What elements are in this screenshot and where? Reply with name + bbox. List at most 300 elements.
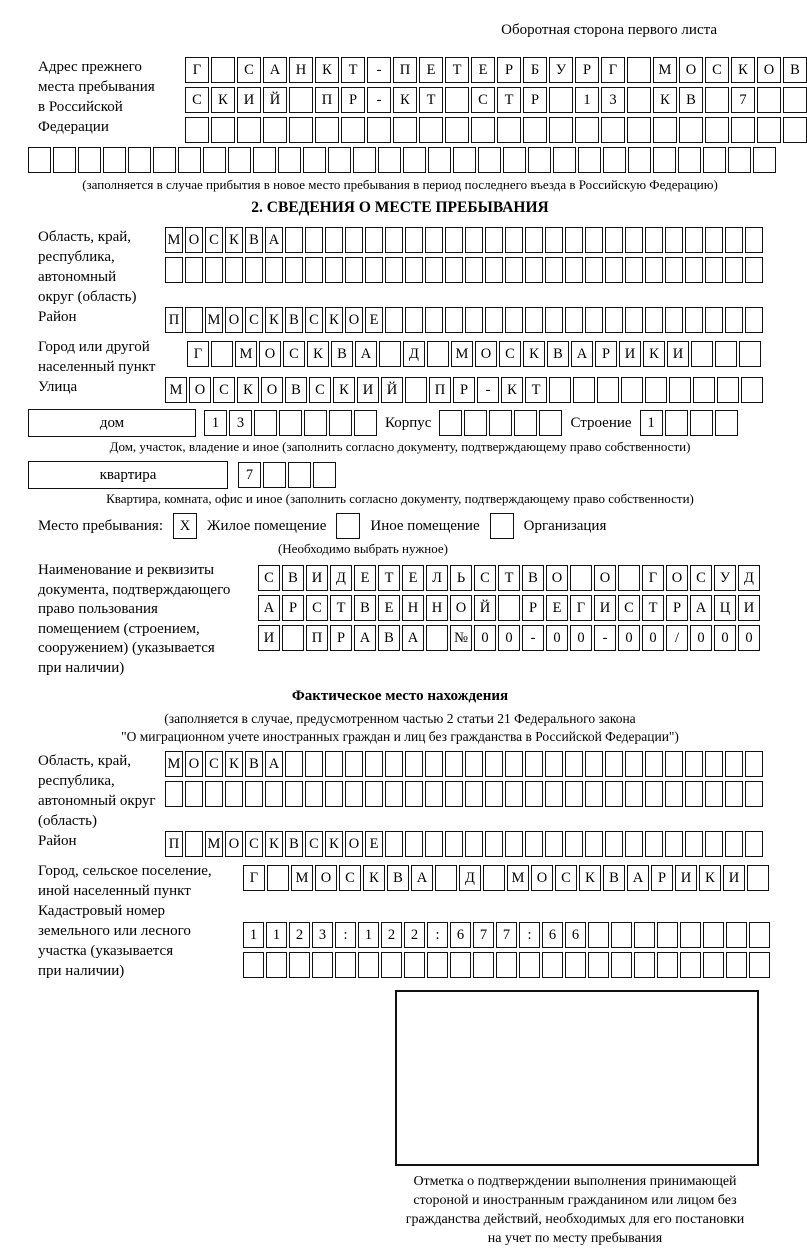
char-box[interactable]	[585, 751, 603, 777]
char-box[interactable]: С	[305, 307, 323, 333]
char-box[interactable]	[741, 377, 763, 403]
char-box[interactable]	[285, 227, 303, 253]
char-box[interactable]	[228, 147, 251, 173]
char-box[interactable]	[439, 410, 462, 436]
char-box[interactable]: Ц	[714, 595, 736, 621]
char-box[interactable]	[427, 952, 448, 978]
char-box[interactable]: С	[555, 865, 577, 891]
char-box[interactable]: И	[667, 341, 689, 367]
char-box[interactable]: А	[411, 865, 433, 891]
char-box[interactable]: Г	[601, 57, 625, 83]
char-box[interactable]: В	[285, 831, 303, 857]
char-box[interactable]	[685, 227, 703, 253]
char-box[interactable]: Т	[445, 57, 469, 83]
char-box[interactable]: Е	[471, 57, 495, 83]
char-box[interactable]: К	[315, 57, 339, 83]
char-box[interactable]: С	[499, 341, 521, 367]
char-box[interactable]	[471, 117, 495, 143]
char-box[interactable]	[379, 341, 401, 367]
char-box[interactable]	[381, 952, 402, 978]
char-box[interactable]: П	[165, 831, 183, 857]
char-box[interactable]: Т	[497, 87, 521, 113]
char-box[interactable]	[585, 227, 603, 253]
char-box[interactable]: К	[699, 865, 721, 891]
char-box[interactable]	[385, 751, 403, 777]
char-box[interactable]	[528, 147, 551, 173]
document-row-2[interactable]	[258, 595, 760, 621]
char-box[interactable]: Р	[575, 57, 599, 83]
char-box[interactable]	[757, 87, 781, 113]
char-box[interactable]	[678, 147, 701, 173]
char-box[interactable]: М	[653, 57, 677, 83]
char-box[interactable]	[464, 410, 487, 436]
char-box[interactable]: С	[339, 865, 361, 891]
char-box[interactable]	[367, 117, 391, 143]
char-box[interactable]	[265, 257, 283, 283]
char-box[interactable]	[285, 751, 303, 777]
char-box[interactable]	[783, 117, 807, 143]
char-box[interactable]	[627, 117, 651, 143]
char-box[interactable]	[485, 227, 503, 253]
char-box[interactable]	[445, 831, 463, 857]
char-box[interactable]: Е	[365, 831, 383, 857]
char-box[interactable]	[325, 227, 343, 253]
char-box[interactable]: К	[325, 307, 343, 333]
char-box[interactable]: В	[354, 595, 376, 621]
char-box[interactable]	[473, 952, 494, 978]
char-box[interactable]: -	[367, 87, 391, 113]
char-box[interactable]	[705, 227, 723, 253]
char-box[interactable]	[565, 751, 583, 777]
region-row-1[interactable]	[165, 227, 763, 253]
char-box[interactable]: 1	[243, 922, 264, 948]
house-number-row[interactable]	[204, 410, 377, 436]
char-box[interactable]: Т	[341, 57, 365, 83]
char-box[interactable]	[128, 147, 151, 173]
char-box[interactable]: А	[354, 625, 376, 651]
char-box[interactable]	[385, 307, 403, 333]
char-box[interactable]	[325, 781, 343, 807]
char-box[interactable]: В	[285, 377, 307, 403]
char-box[interactable]	[245, 781, 263, 807]
char-box[interactable]: С	[205, 227, 223, 253]
char-box[interactable]	[679, 117, 703, 143]
char-box[interactable]: Д	[403, 341, 425, 367]
char-box[interactable]: 0	[642, 625, 664, 651]
char-box[interactable]	[354, 410, 377, 436]
korpus-row[interactable]	[439, 410, 562, 436]
char-box[interactable]: Р	[666, 595, 688, 621]
char-box[interactable]	[289, 117, 313, 143]
char-box[interactable]	[425, 831, 443, 857]
char-box[interactable]	[618, 565, 640, 591]
char-box[interactable]: В	[378, 625, 400, 651]
char-box[interactable]	[385, 831, 403, 857]
char-box[interactable]	[404, 952, 425, 978]
char-box[interactable]: В	[679, 87, 703, 113]
char-box[interactable]	[211, 57, 235, 83]
char-box[interactable]	[731, 117, 755, 143]
char-box[interactable]	[625, 781, 643, 807]
char-box[interactable]	[525, 257, 543, 283]
char-box[interactable]: 6	[565, 922, 586, 948]
char-box[interactable]	[405, 377, 427, 403]
char-box[interactable]: О	[185, 227, 203, 253]
char-box[interactable]: В	[547, 341, 569, 367]
char-box[interactable]: С	[471, 87, 495, 113]
char-box[interactable]	[245, 257, 263, 283]
char-box[interactable]: О	[189, 377, 211, 403]
char-box[interactable]: И	[594, 595, 616, 621]
char-box[interactable]	[285, 781, 303, 807]
char-box[interactable]: К	[579, 865, 601, 891]
char-box[interactable]	[539, 410, 562, 436]
char-box[interactable]	[78, 147, 101, 173]
char-box[interactable]	[445, 227, 463, 253]
char-box[interactable]: О	[185, 751, 203, 777]
char-box[interactable]	[313, 462, 336, 488]
char-box[interactable]: П	[393, 57, 417, 83]
char-box[interactable]	[725, 257, 743, 283]
char-box[interactable]: Й	[474, 595, 496, 621]
char-box[interactable]	[588, 952, 609, 978]
char-box[interactable]: В	[387, 865, 409, 891]
char-box[interactable]: О	[679, 57, 703, 83]
char-box[interactable]: 3	[312, 922, 333, 948]
char-box[interactable]	[575, 117, 599, 143]
char-box[interactable]	[553, 147, 576, 173]
stroenie-row[interactable]	[640, 410, 738, 436]
char-box[interactable]	[254, 410, 277, 436]
char-box[interactable]: П	[315, 87, 339, 113]
actual-city-row[interactable]	[243, 865, 769, 891]
char-box[interactable]	[585, 781, 603, 807]
char-box[interactable]: С	[305, 831, 323, 857]
char-box[interactable]	[205, 257, 223, 283]
char-box[interactable]: №	[450, 625, 472, 651]
char-box[interactable]: И	[738, 595, 760, 621]
char-box[interactable]: А	[258, 595, 280, 621]
char-box[interactable]: /	[666, 625, 688, 651]
char-box[interactable]: 1	[266, 922, 287, 948]
char-box[interactable]: Т	[525, 377, 547, 403]
char-box[interactable]	[725, 751, 743, 777]
char-box[interactable]: С	[237, 57, 261, 83]
char-box[interactable]	[328, 147, 351, 173]
char-box[interactable]	[745, 257, 763, 283]
char-box[interactable]: 0	[474, 625, 496, 651]
char-box[interactable]: И	[237, 87, 261, 113]
char-box[interactable]: Н	[426, 595, 448, 621]
char-box[interactable]: С	[306, 595, 328, 621]
char-box[interactable]: Р	[651, 865, 673, 891]
char-box[interactable]: У	[549, 57, 573, 83]
char-box[interactable]: К	[501, 377, 523, 403]
char-box[interactable]: 0	[714, 625, 736, 651]
char-box[interactable]: 1	[575, 87, 599, 113]
char-box[interactable]: О	[225, 831, 243, 857]
char-box[interactable]	[445, 117, 469, 143]
checkbox-other-premises[interactable]	[336, 513, 360, 539]
document-row-3[interactable]	[258, 625, 760, 651]
char-box[interactable]: С	[705, 57, 729, 83]
char-box[interactable]	[505, 307, 523, 333]
char-box[interactable]	[573, 377, 595, 403]
char-box[interactable]: С	[618, 595, 640, 621]
char-box[interactable]	[685, 307, 703, 333]
char-box[interactable]: А	[402, 625, 424, 651]
char-box[interactable]	[545, 307, 563, 333]
char-box[interactable]	[690, 410, 713, 436]
char-box[interactable]: Р	[453, 377, 475, 403]
char-box[interactable]	[505, 751, 523, 777]
char-box[interactable]: 7	[238, 462, 261, 488]
char-box[interactable]	[565, 952, 586, 978]
char-box[interactable]: 2	[289, 922, 310, 948]
char-box[interactable]: Р	[522, 595, 544, 621]
char-box[interactable]	[435, 865, 457, 891]
char-box[interactable]	[289, 952, 310, 978]
char-box[interactable]	[405, 307, 423, 333]
char-box[interactable]	[325, 257, 343, 283]
char-box[interactable]: К	[307, 341, 329, 367]
char-box[interactable]: 3	[601, 87, 625, 113]
char-box[interactable]: К	[225, 751, 243, 777]
char-box[interactable]	[425, 751, 443, 777]
char-box[interactable]	[653, 117, 677, 143]
char-box[interactable]: М	[165, 227, 183, 253]
char-box[interactable]	[425, 307, 443, 333]
char-box[interactable]	[525, 751, 543, 777]
char-box[interactable]	[726, 952, 747, 978]
char-box[interactable]: С	[213, 377, 235, 403]
char-box[interactable]: О	[531, 865, 553, 891]
char-box[interactable]: Р	[341, 87, 365, 113]
char-box[interactable]	[605, 227, 623, 253]
char-box[interactable]	[645, 831, 663, 857]
char-box[interactable]: К	[225, 227, 243, 253]
char-box[interactable]: К	[211, 87, 235, 113]
char-box[interactable]: Б	[523, 57, 547, 83]
char-box[interactable]	[725, 831, 743, 857]
char-box[interactable]: Е	[365, 307, 383, 333]
char-box[interactable]: Е	[402, 565, 424, 591]
char-box[interactable]	[726, 922, 747, 948]
char-box[interactable]	[28, 147, 51, 173]
char-box[interactable]	[485, 751, 503, 777]
char-box[interactable]: Н	[402, 595, 424, 621]
char-box[interactable]	[185, 117, 209, 143]
prev-address-row-1[interactable]	[185, 57, 807, 83]
char-box[interactable]	[505, 831, 523, 857]
char-box[interactable]: О	[594, 565, 616, 591]
char-box[interactable]	[645, 751, 663, 777]
char-box[interactable]: 7	[731, 87, 755, 113]
char-box[interactable]: К	[393, 87, 417, 113]
document-row-1[interactable]	[258, 565, 760, 591]
char-box[interactable]	[485, 831, 503, 857]
char-box[interactable]	[645, 227, 663, 253]
char-box[interactable]	[717, 377, 739, 403]
char-box[interactable]: 0	[690, 625, 712, 651]
char-box[interactable]	[341, 117, 365, 143]
char-box[interactable]	[549, 87, 573, 113]
char-box[interactable]	[419, 117, 443, 143]
char-box[interactable]	[365, 227, 383, 253]
char-box[interactable]: М	[165, 751, 183, 777]
char-box[interactable]	[243, 952, 264, 978]
char-box[interactable]	[253, 147, 276, 173]
char-box[interactable]: К	[643, 341, 665, 367]
char-box[interactable]	[549, 117, 573, 143]
char-box[interactable]	[505, 257, 523, 283]
char-box[interactable]: Г	[187, 341, 209, 367]
char-box[interactable]	[585, 307, 603, 333]
char-box[interactable]	[304, 410, 327, 436]
region-row-2[interactable]	[165, 257, 763, 283]
char-box[interactable]: С	[283, 341, 305, 367]
char-box[interactable]	[505, 227, 523, 253]
char-box[interactable]	[478, 147, 501, 173]
char-box[interactable]	[545, 831, 563, 857]
char-box[interactable]	[585, 831, 603, 857]
char-box[interactable]	[627, 87, 651, 113]
char-box[interactable]	[353, 147, 376, 173]
char-box[interactable]	[405, 831, 423, 857]
char-box[interactable]: В	[285, 307, 303, 333]
char-box[interactable]	[685, 831, 703, 857]
char-box[interactable]: Д	[459, 865, 481, 891]
char-box[interactable]	[665, 257, 683, 283]
char-box[interactable]	[345, 227, 363, 253]
char-box[interactable]	[665, 410, 688, 436]
char-box[interactable]	[611, 952, 632, 978]
char-box[interactable]: О	[261, 377, 283, 403]
char-box[interactable]	[680, 922, 701, 948]
char-box[interactable]	[485, 781, 503, 807]
char-box[interactable]: Д	[330, 565, 352, 591]
char-box[interactable]	[753, 147, 776, 173]
char-box[interactable]: Й	[381, 377, 403, 403]
char-box[interactable]	[605, 781, 623, 807]
char-box[interactable]	[497, 117, 521, 143]
actual-district-row[interactable]	[165, 831, 763, 857]
char-box[interactable]	[503, 147, 526, 173]
char-box[interactable]	[693, 377, 715, 403]
char-box[interactable]: 7	[496, 922, 517, 948]
char-box[interactable]	[365, 257, 383, 283]
char-box[interactable]: О	[315, 865, 337, 891]
char-box[interactable]: В	[331, 341, 353, 367]
char-box[interactable]: Е	[354, 565, 376, 591]
char-box[interactable]	[305, 781, 323, 807]
char-box[interactable]	[657, 952, 678, 978]
char-box[interactable]	[625, 751, 643, 777]
char-box[interactable]	[665, 831, 683, 857]
char-box[interactable]	[335, 952, 356, 978]
char-box[interactable]: К	[265, 831, 283, 857]
char-box[interactable]	[237, 117, 261, 143]
char-box[interactable]	[185, 831, 203, 857]
char-box[interactable]	[345, 751, 363, 777]
char-box[interactable]	[725, 781, 743, 807]
char-box[interactable]	[691, 341, 713, 367]
char-box[interactable]: А	[690, 595, 712, 621]
char-box[interactable]	[705, 831, 723, 857]
char-box[interactable]	[385, 227, 403, 253]
char-box[interactable]	[305, 227, 323, 253]
char-box[interactable]: О	[666, 565, 688, 591]
char-box[interactable]	[545, 781, 563, 807]
char-box[interactable]: 0	[498, 625, 520, 651]
char-box[interactable]	[645, 377, 667, 403]
char-box[interactable]	[365, 781, 383, 807]
char-box[interactable]: У	[714, 565, 736, 591]
char-box[interactable]	[685, 751, 703, 777]
prev-address-row-4[interactable]	[28, 147, 772, 173]
char-box[interactable]: К	[363, 865, 385, 891]
char-box[interactable]: 7	[473, 922, 494, 948]
char-box[interactable]	[427, 341, 449, 367]
char-box[interactable]	[757, 117, 781, 143]
char-box[interactable]	[403, 147, 426, 173]
char-box[interactable]	[385, 781, 403, 807]
char-box[interactable]	[225, 781, 243, 807]
char-box[interactable]: Г	[642, 565, 664, 591]
char-box[interactable]	[426, 625, 448, 651]
char-box[interactable]	[289, 87, 313, 113]
char-box[interactable]: :	[335, 922, 356, 948]
char-box[interactable]	[611, 922, 632, 948]
char-box[interactable]	[585, 257, 603, 283]
char-box[interactable]: Г	[243, 865, 265, 891]
prev-address-row-3[interactable]	[185, 117, 807, 143]
char-box[interactable]	[545, 751, 563, 777]
char-box[interactable]	[485, 307, 503, 333]
char-box[interactable]	[657, 922, 678, 948]
char-box[interactable]: П	[165, 307, 183, 333]
char-box[interactable]	[329, 410, 352, 436]
char-box[interactable]: П	[429, 377, 451, 403]
char-box[interactable]: С	[205, 751, 223, 777]
char-box[interactable]: С	[309, 377, 331, 403]
char-box[interactable]	[747, 865, 769, 891]
char-box[interactable]	[627, 57, 651, 83]
char-box[interactable]: В	[783, 57, 807, 83]
char-box[interactable]	[680, 952, 701, 978]
cadastre-row-2[interactable]	[243, 952, 770, 978]
char-box[interactable]	[634, 922, 655, 948]
char-box[interactable]	[305, 257, 323, 283]
char-box[interactable]: -	[594, 625, 616, 651]
char-box[interactable]: Г	[570, 595, 592, 621]
char-box[interactable]	[425, 781, 443, 807]
char-box[interactable]: А	[265, 751, 283, 777]
char-box[interactable]: Е	[378, 595, 400, 621]
char-box[interactable]	[465, 227, 483, 253]
char-box[interactable]	[178, 147, 201, 173]
char-box[interactable]	[225, 257, 243, 283]
char-box[interactable]	[465, 781, 483, 807]
char-box[interactable]	[445, 257, 463, 283]
char-box[interactable]: :	[519, 922, 540, 948]
char-box[interactable]	[745, 227, 763, 253]
char-box[interactable]	[345, 781, 363, 807]
city-row[interactable]	[187, 341, 761, 367]
char-box[interactable]	[483, 865, 505, 891]
char-box[interactable]	[525, 831, 543, 857]
char-box[interactable]: М	[507, 865, 529, 891]
